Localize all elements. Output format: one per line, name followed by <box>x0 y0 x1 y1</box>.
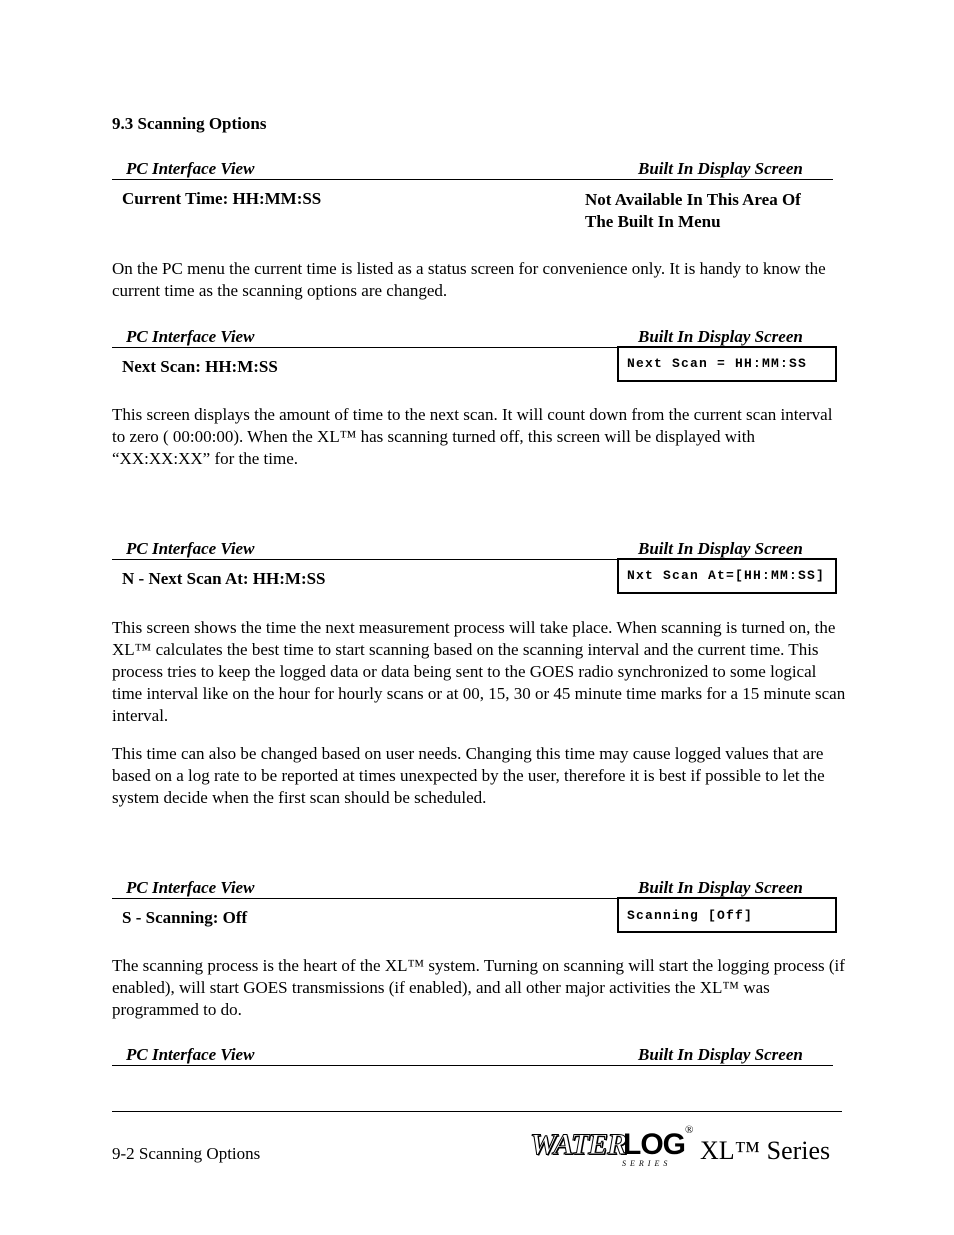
table-header: PC Interface View Built In Display Screen <box>112 876 833 899</box>
pc-scanning: S - Scanning: Off <box>122 908 248 927</box>
footer-page-label: 9-2 Scanning Options <box>112 1144 261 1163</box>
lcd-screen: Next Scan = HH:MM:SS <box>617 346 837 382</box>
lcd-screen: Nxt Scan At=[HH:MM:SS] <box>617 558 837 594</box>
table-header: PC Interface View Built In Display Screen <box>112 537 833 560</box>
display-not-available: Not Available In This Area Of The Built In Menu <box>585 190 801 231</box>
pc-next-scan-at: N - Next Scan At: HH:M:SS <box>122 569 326 588</box>
xl-series-label: XL™ Series <box>700 1136 831 1165</box>
pc-view-header: PC Interface View <box>126 159 255 178</box>
table-header: PC Interface View Built In Display Screen <box>112 325 833 348</box>
lcd-screen: Scanning [Off] <box>617 897 837 933</box>
pc-next-scan: Next Scan: HH:M:SS <box>122 357 278 376</box>
paragraph: The scanning process is the heart of the XL™ system. Turning on scanning will start the logging process (if enabled), will start GOES transmissions (if enabled), and all other major activities the XL™ was programmed to do. <box>112 956 845 1019</box>
footer-divider <box>112 1111 842 1112</box>
display-screen-header: Built In Display Screen <box>638 159 803 178</box>
paragraph: This screen shows the time the next measurement process will take place. When scanning is turned on, the XL™ calculates the best time to start scanning based on the scanning interval and the current time. This process tries to keep the logged data or data being sent to the GOES radio synchronized to some logical time interval like on the hour for hourly scans or at 00, 15, 30 or 45 minute time marks for a 15 minute scan interval. <box>112 618 846 725</box>
table-header: PC Interface View Built In Display Screen <box>112 1043 833 1066</box>
table-header <box>112 157 833 180</box>
paragraph: This time can also be changed based on user needs. Changing this time may cause logged values that are based on a log rate to be reported at times unexpected by the user, therefore it is best if possible to let the system decide when the first scan should be scheduled. <box>112 744 825 807</box>
paragraph: This screen displays the amount of time to the next scan. It will count down from the current scan interval to zero ( 00:00:00). When the XL™ has scanning turned off, this screen will be displayed with “XX:XX:XX” for the time. <box>112 405 833 468</box>
pc-current-time: Current Time: HH:MM:SS <box>122 189 322 208</box>
waterlog-logo: WATER LOG ® S E R I E S <box>530 1124 694 1168</box>
section-title: 9.3 Scanning Options <box>112 114 267 133</box>
paragraph: On the PC menu the current time is listed as a status screen for convenience only. It is handy to know the current time as the scanning options are changed. <box>112 259 826 300</box>
